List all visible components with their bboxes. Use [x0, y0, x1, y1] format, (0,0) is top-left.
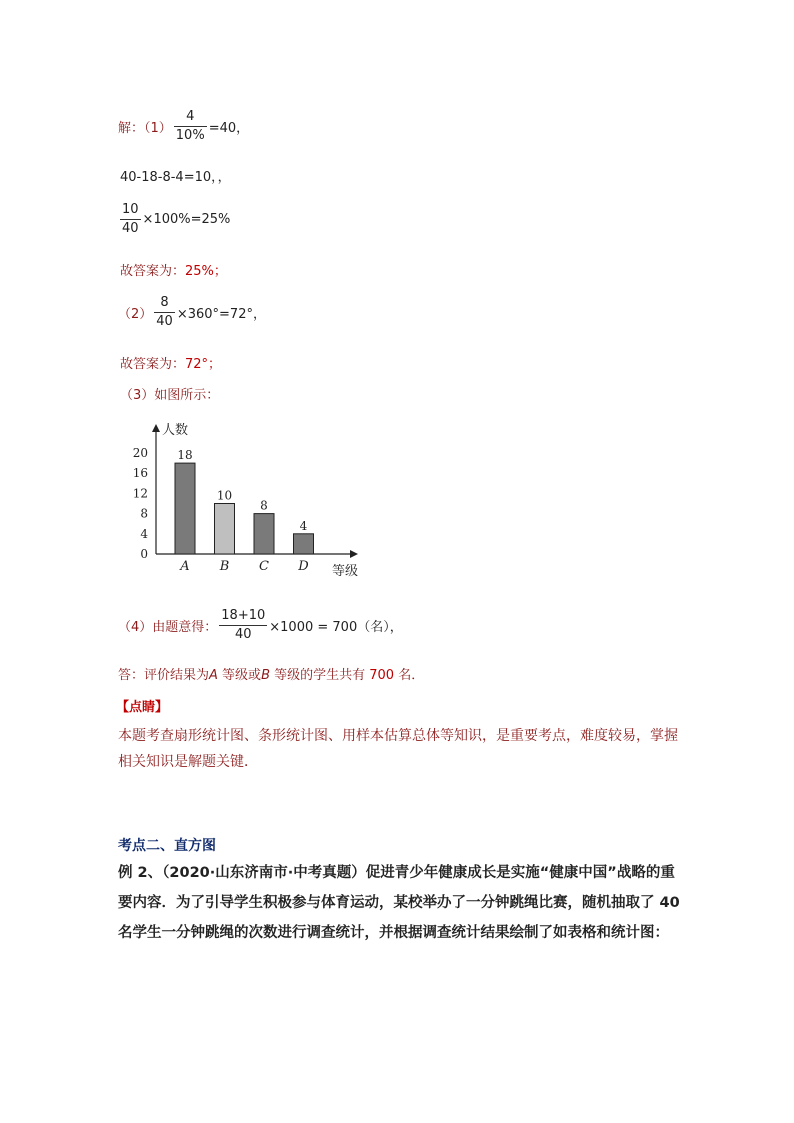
fraction-2-denominator: 40	[156, 314, 173, 329]
final-answer-count: 700	[369, 668, 395, 683]
answer-line-1	[120, 260, 227, 279]
final-answer-e: 等级的学生共有	[269, 668, 370, 683]
x-tick-label-A: A	[180, 559, 190, 574]
y-tick-label: 8	[140, 506, 148, 521]
dianjing-title: 【点睛】	[116, 700, 169, 715]
solution-part-2	[118, 295, 266, 330]
fraction-4	[219, 608, 267, 643]
x-axis-label: 等级	[332, 564, 359, 579]
solution-2-rest: ×360°=72°，	[176, 307, 266, 322]
fraction-1-denominator: 10%	[175, 128, 205, 143]
data-label-A: 18	[177, 448, 193, 463]
y-tick-label: 0	[140, 547, 148, 561]
solution-4-prefix: （4）由题意得：	[118, 620, 218, 635]
answer-1-value: 25%；	[185, 264, 227, 279]
x-tick-label-B: B	[219, 559, 230, 574]
x-tick-label-C: C	[259, 559, 269, 574]
solution-part-3: （3）如图所示：	[120, 388, 220, 403]
solution-4-rest: ×1000 = 700（名），	[269, 620, 403, 635]
fraction-3-numerator: 10	[120, 202, 141, 220]
y-axis-arrow	[152, 424, 160, 432]
bar-B	[215, 504, 235, 555]
data-label-D: 4	[299, 518, 308, 533]
fraction-2-numerator: 8	[154, 295, 175, 313]
solution-2-prefix: （2）	[118, 307, 153, 322]
answer-2-value: 72°；	[185, 357, 222, 372]
y-tick-label: 4	[140, 526, 148, 541]
bar-D	[294, 534, 314, 554]
x-tick-label-D: D	[298, 559, 309, 574]
answer-line-2	[120, 353, 221, 372]
fraction-3-denominator: 40	[122, 221, 139, 236]
fraction-1-numerator: 4	[174, 109, 207, 127]
answer-1-label: 故答案为：	[120, 264, 186, 279]
final-answer-grade-a: A	[209, 668, 218, 683]
y-tick-label: 16	[132, 466, 148, 481]
fraction-4-denominator: 40	[235, 627, 252, 642]
solution-part-1	[118, 109, 249, 144]
y-tick-label: 12	[132, 486, 148, 501]
example-text: 例 2、（2020·山东济南市·中考真题）促进青少年健康成长是实施“健康中国”战略的重要内容．为了引导学生积极参与体育运动，某校举办了一分钟跳绳比赛，随机抽取了 40 名学生一分钟跳绳的次数进行调查统计，并根据调查统计结果绘制了如表格和统计图：	[118, 865, 680, 941]
section-title: 考点二、直方图	[118, 838, 216, 854]
fraction-4-numerator: 18+10	[219, 608, 267, 626]
final-answer-grade-b: B	[261, 668, 270, 683]
final-answer	[118, 664, 424, 683]
final-answer-a: 答：评价结果为	[118, 668, 210, 683]
final-answer-c: 等级或	[217, 668, 262, 683]
fraction-3	[120, 202, 141, 237]
bar-chart	[118, 412, 378, 584]
fraction-1	[174, 109, 207, 144]
calc-line-3-rest: ×100%=25%	[142, 212, 231, 227]
bar-C	[254, 514, 274, 554]
final-answer-g: 名．	[394, 668, 425, 683]
y-axis-label: 人数	[162, 423, 189, 438]
solution-part-4	[118, 608, 403, 643]
solution-1-result: =40，	[208, 121, 250, 136]
data-label-B: 10	[216, 488, 233, 503]
data-label-C: 8	[260, 498, 268, 513]
fraction-2	[154, 295, 175, 330]
calc-line-3	[118, 202, 230, 237]
bar-A	[175, 463, 195, 554]
solution-1-prefix: 解：（1）	[118, 121, 172, 136]
dianjing-text: 本题考查扇形统计图、条形统计图、用样本估算总体等知识，是重要考点，难度较易，掌握相关知识是解题关键．	[118, 728, 678, 770]
answer-2-label: 故答案为：	[120, 357, 186, 372]
x-axis-arrow	[350, 550, 358, 558]
y-tick-label: 20	[132, 446, 148, 460]
calc-line-2: 40-18-8-4=10，，	[120, 170, 231, 185]
